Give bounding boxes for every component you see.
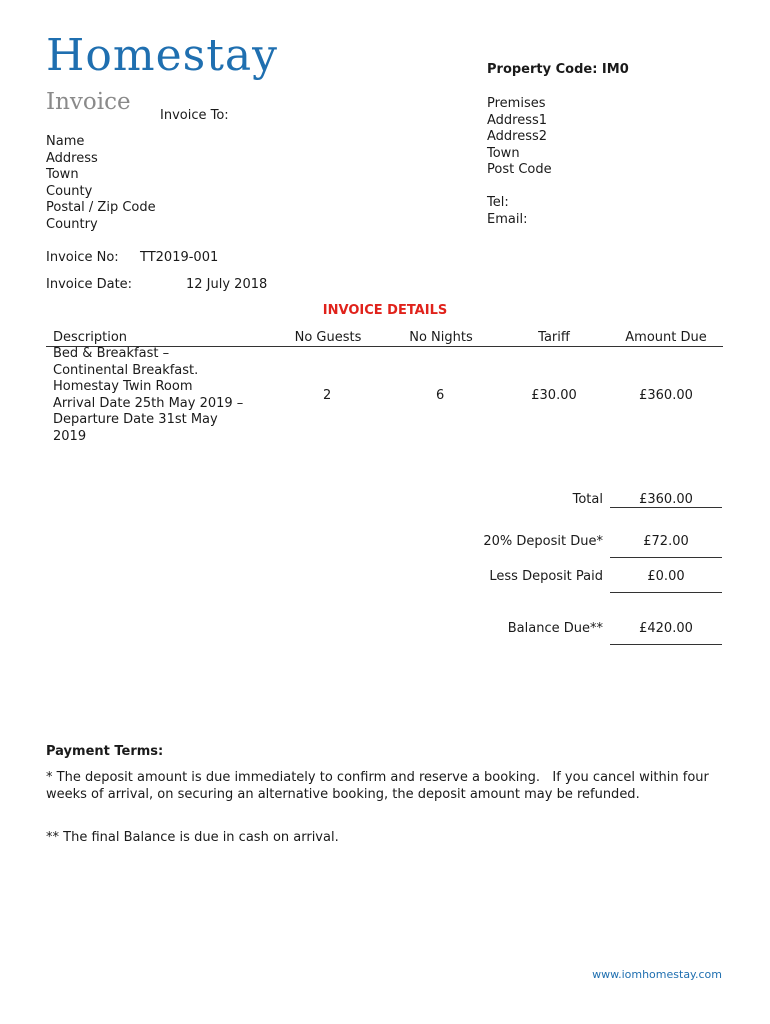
description-line: Arrival Date 25th May 2019 – [53,395,244,411]
balance-due-value: £420.00 [639,621,693,636]
balance-due-label: Balance Due** [507,621,603,636]
row-guests-value: 2 [323,388,332,403]
description-line: Homestay Twin Room [53,379,193,394]
invoice-no-value: TT2019-001 [140,250,219,265]
property-address2: Address2 [487,129,548,144]
property-premises: Premises [487,96,546,111]
row-nights-value: 6 [436,388,445,403]
property-email: Email: [487,212,528,227]
invoice-date-label: Invoice Date: [46,277,133,292]
table-row-description [53,346,243,445]
invoice-date-value: 12 July 2018 [186,277,268,292]
less-deposit-label: Less Deposit Paid [489,569,603,584]
customer-country: Country [46,216,98,232]
property-tel: Tel: [487,195,509,210]
less-deposit-rule [610,592,722,593]
customer-postcode: Postal / Zip Code [46,200,156,215]
total-rule [610,507,722,508]
property-code: Property Code: IM0 [487,62,629,77]
property-postcode: Post Code [487,162,552,177]
payment-terms-note-deposit: * The deposit amount is due immediately to confirm and reserve a booking. If you cancel within four weeks of arrival, on securing an alternative booking, the deposit amount may be refunded. [46,770,713,802]
deposit-due-value: £72.00 [643,534,689,549]
customer-name: Name [46,134,85,149]
invoice-details-heading: INVOICE DETAILS [322,303,448,318]
property-address1: Address1 [487,112,548,128]
col-description-header: Description [53,330,128,345]
balance-rule [610,644,722,645]
customer-address: Address [46,150,98,166]
col-tariff-header: Tariff [538,330,570,345]
description-line: Bed & Breakfast – [53,346,170,361]
brand-logo: Homestay [46,30,278,81]
less-deposit-value: £0.00 [647,569,685,584]
description-line: Departure Date 31st May [53,412,218,427]
payment-terms-note-balance: ** The final Balance is due in cash on arrival. [46,830,339,845]
document-type-label: Invoice [46,89,131,115]
footer-website-link[interactable]: www.iomhomestay.com [592,968,722,981]
row-tariff-value: £30.00 [531,388,577,403]
payment-terms-heading: Payment Terms: [46,744,164,759]
property-address-block [487,96,552,179]
deposit-rule [610,557,722,558]
col-amount-header: Amount Due [625,330,707,345]
row-amount-value: £360.00 [639,388,693,403]
total-value: £360.00 [639,492,693,507]
col-guests-header: No Guests [294,330,362,345]
customer-address-block [46,134,156,233]
invoice-to-label: Invoice To: [160,108,229,123]
col-nights-header: No Nights [409,330,473,345]
deposit-due-label: 20% Deposit Due* [483,534,603,549]
description-line: Continental Breakfast. [53,362,199,378]
total-label: Total [572,492,603,507]
description-line: 2019 [53,428,87,444]
customer-county: County [46,183,93,199]
customer-town: Town [46,167,79,182]
property-town: Town [487,145,520,161]
invoice-no-label: Invoice No: [46,250,119,265]
